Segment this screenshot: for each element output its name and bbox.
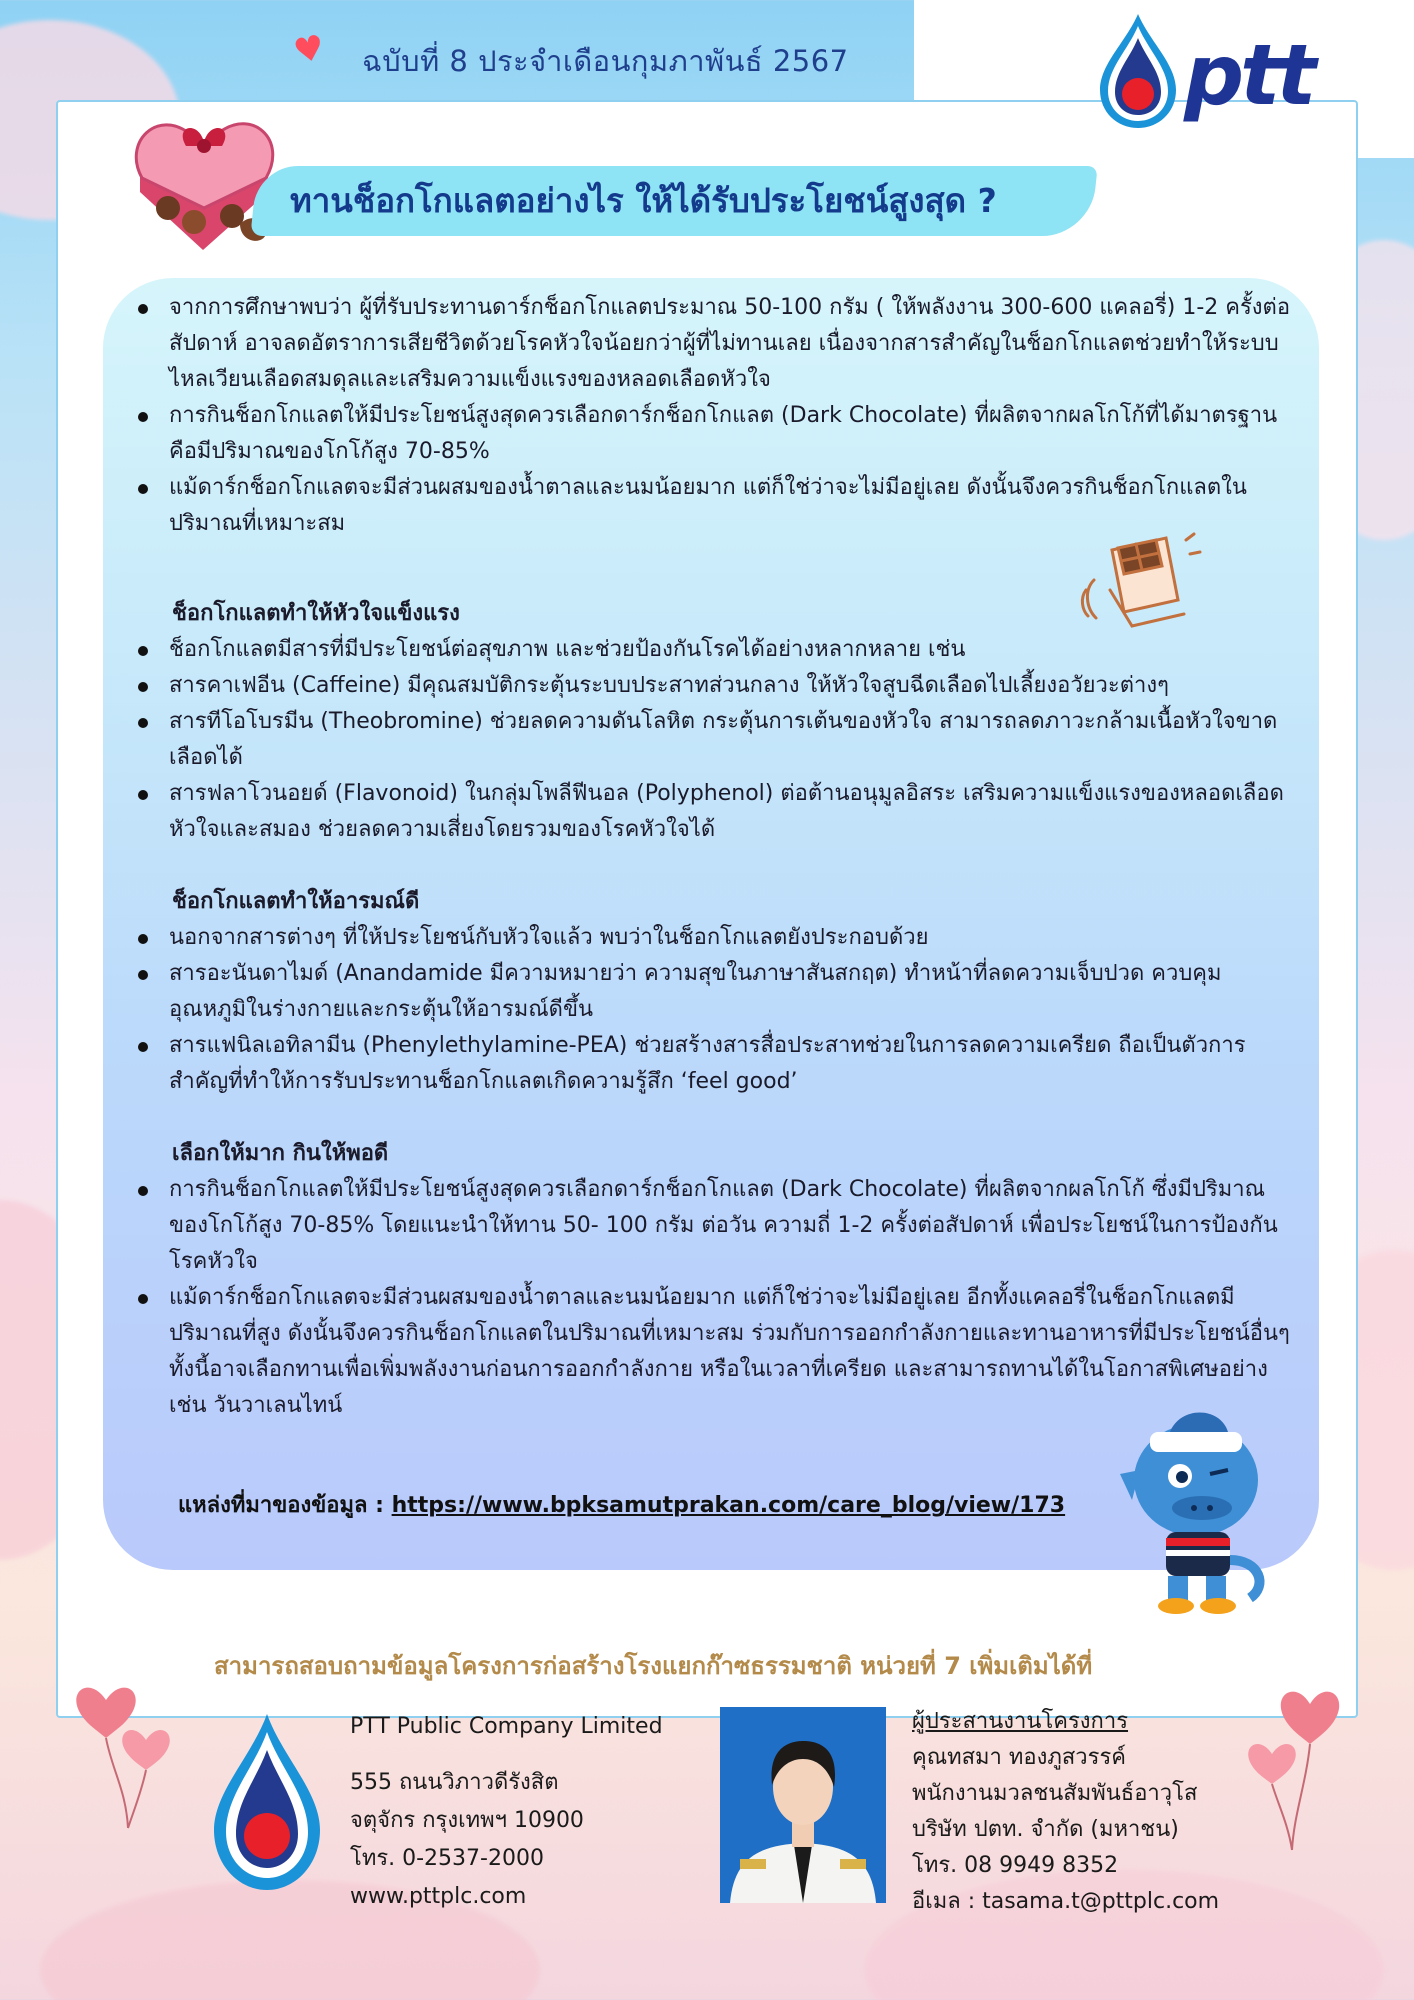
list-item: แม้ดาร์กช็อกโกแลตจะมีส่วนผสมของน้ำตาลและนมน้อยมาก แต่ก็ใช่ว่าจะไม่มีอยู่เลย อีกทั้งแคลอรี่ในช็อกโกแลตมีปริมาณที่สูง ดังนั้นจึงควรกินช็อกโกแลตในปริมาณที่เหมาะสม ร่วมกับการออกกำลังกายและทานอาหารที่มีประโยชน์อื่นๆ ทั้งนี้อาจเลือกทานเพื่อเพิ่มพลังงานก่อนการออกกำลังกาย หรือในเวลาที่เครียด และสามารถทานได้ในโอกาสพิเศษอย่างเช่น วันวาเลนไทน์	[135, 1280, 1295, 1424]
company-address-line: จตุจักร กรุงเทพฯ 10900	[350, 1808, 584, 1833]
heart-balloons-icon	[66, 1660, 186, 1830]
source-link[interactable]: https://www.bpksamutprakan.com/care_blog/view/173	[391, 1493, 1066, 1518]
ptt-wordmark: ptt	[1184, 26, 1313, 124]
company-name: PTT Public Company Limited	[350, 1714, 663, 1739]
heart-list	[135, 632, 1295, 848]
list-item: จากการศึกษาพบว่า ผู้ที่รับประทานดาร์กช็อกโกแลตประมาณ 50-100 กรัม ( ให้พลังงาน 300-600 แคลอรี่) 1-2 ครั้งต่อสัปดาห์ อาจลดอัตราการเสียชีวิตด้วยโรคหัวใจน้อยกว่าผู้ที่ไม่ทานเลย เนื่องจากสารสำคัญในช็อกโกแลตช่วยทำให้ระบบไหลเวียนเลือดสมดุลและเสริมความแข็งแรงของหลอดเลือดหัวใจ	[135, 290, 1295, 398]
title-banner	[254, 158, 1094, 242]
choose-list	[135, 1172, 1295, 1424]
contact-company: บริษัท ปตท. จำกัด (มหาชน)	[912, 1817, 1179, 1842]
contact-position: พนักงานมวลชนสัมพันธ์อาวุโส	[912, 1781, 1198, 1806]
source-line	[178, 1487, 1065, 1522]
contact-email[interactable]: อีเมล : tasama.t@pttplc.com	[912, 1889, 1220, 1914]
company-address-line: 555 ถนนวิภาวดีรังสิต	[350, 1770, 559, 1795]
list-item: สารทีโอโบรมีน (Theobromine) ช่วยลดความดันโลหิต กระตุ้นการเต้นของหัวใจ สามารถลดภาวะกล้ามเนื้อหัวใจขาดเลือดได้	[135, 704, 1295, 776]
company-phone: โทร. 0-2537-2000	[350, 1846, 544, 1871]
section-heading-choose: เลือกให้มาก กินให้พอดี	[172, 1141, 389, 1166]
contact-photo	[720, 1707, 886, 1903]
intro-list	[135, 290, 1295, 542]
contact-name: คุณทสมา ทองภูสวรรค์	[912, 1745, 1126, 1770]
list-item: สารคาเฟอีน (Caffeine) มีคุณสมบัติกระตุ้นระบบประสาทส่วนกลาง ให้หัวใจสูบฉีดเลือดไปเลี้ยงอวัยวะต่างๆ	[135, 668, 1295, 704]
contact-info	[912, 1704, 1219, 1920]
ptt-mascot-icon	[1110, 1410, 1270, 1620]
list-item: สารแฟนิลเอทิลามีน (Phenylethylamine-PEA) ช่วยสร้างสารสื่อประสาทช่วยในการลดความเครียด ถือเป็นตัวการสำคัญที่ทำให้การรับประทานช็อกโกแลตเกิดความรู้สึก ‘feel good’	[135, 1028, 1295, 1100]
contact-phone: โทร. 08 9949 8352	[912, 1853, 1119, 1878]
page-title: ทานช็อกโกแลตอย่างไร ให้ได้รับประโยชน์สูงสุด ?	[290, 181, 997, 220]
list-item: นอกจากสารต่างๆ ที่ให้ประโยชน์กับหัวใจแล้ว พบว่าในช็อกโกแลตยังประกอบด้วย	[135, 920, 1295, 956]
issue-label: ฉบับที่ 8 ประจำเดือนกุมภาพันธ์ 2567	[362, 44, 849, 78]
heart-balloons-icon	[1236, 1664, 1356, 1854]
article-body	[135, 290, 1295, 1424]
section-heading-mood: ช็อกโกแลตทำให้อารมณ์ดี	[172, 889, 420, 914]
list-item: แม้ดาร์กช็อกโกแลตจะมีส่วนผสมของน้ำตาลและนมน้อยมาก แต่ก็ใช่ว่าจะไม่มีอยู่เลย ดังนั้นจึงควรกินช็อกโกแลตในปริมาณที่เหมาะสม	[135, 470, 1295, 542]
section-heading-heart: ช็อกโกแลตทำให้หัวใจแข็งแรง	[172, 601, 460, 626]
mood-list	[135, 920, 1295, 1100]
list-item: สารอะนันดาไมด์ (Anandamide มีความหมายว่า ความสุขในภาษาสันสกฤต) ทำหน้าที่ลดความเจ็บปวด ควบคุมอุณหภูมิในร่างกายและกระตุ้นให้อารมณ์ดีขึ้น	[135, 956, 1295, 1028]
list-item: การกินช็อกโกแลตให้มีประโยชน์สูงสุดควรเลือกดาร์กช็อกโกแลต (Dark Chocolate) ที่ผลิตจากผลโกโก้ที่ได้มาตรฐาน คือมีปริมาณของโกโก้สูง 70-85%	[135, 398, 1295, 470]
ptt-logo-icon	[212, 1712, 322, 1892]
list-item: ช็อกโกแลตมีสารที่มีประโยชน์ต่อสุขภาพ และช่วยป้องกันโรคได้อย่างหลากหลาย เช่น	[135, 632, 1295, 668]
list-item: การกินช็อกโกแลตให้มีประโยชน์สูงสุดควรเลือกดาร์กช็อกโกแลต (Dark Chocolate) ที่ผลิตจากผลโกโก้ ซึ่งมีปริมาณของโกโก้สูง 70-85% โดยแนะนำให้ทาน 50- 100 กรัม ต่อวัน ความถี่ 1-2 ครั้งต่อสัปดาห์ เพื่อประโยชน์ในการป้องกันโรคหัวใจ	[135, 1172, 1295, 1280]
heart-icon: ♥	[290, 27, 329, 73]
company-website[interactable]: www.pttplc.com	[350, 1884, 527, 1909]
chocolate-bar-icon	[1074, 530, 1204, 640]
list-item: สารฟลาโวนอยด์ (Flavonoid) ในกลุ่มโพลีฟีนอล (Polyphenol) ต่อต้านอนุมูลอิสระ เสริมความแข็งแรงของหลอดเลือดหัวใจและสมอง ช่วยลดความเสี่ยงโดยรวมของโรคหัวใจได้	[135, 776, 1295, 848]
contact-role: ผู้ประสานงานโครงการ	[912, 1709, 1129, 1734]
company-info	[350, 1708, 663, 1916]
source-label: แหล่งที่มาของข้อมูล :	[178, 1493, 392, 1518]
footer-heading: สามารถสอบถามข้อมูลโครงการก่อสร้างโรงแยกก๊าซธรรมชาติ หน่วยที่ 7 เพิ่มเติมได้ที่	[214, 1652, 1093, 1680]
ptt-logo-icon	[1098, 12, 1178, 130]
